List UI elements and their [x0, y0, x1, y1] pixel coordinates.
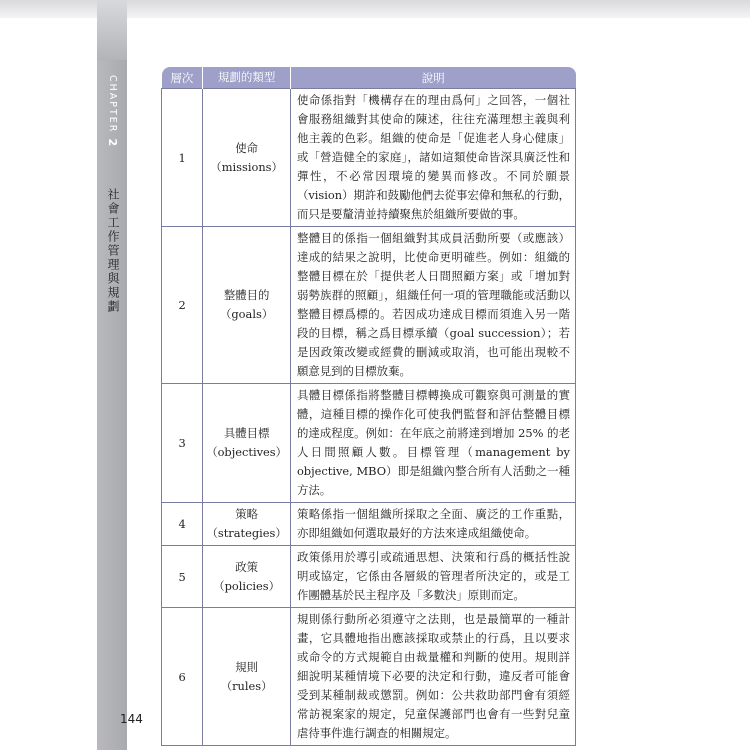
row-type [203, 503, 291, 546]
chapter-side-band-top [97, 0, 127, 60]
row-type-en: （policies） [213, 578, 281, 593]
table-row [162, 608, 576, 746]
table-row [162, 384, 576, 503]
row-type-zh: 策略 [235, 507, 258, 521]
row-level: 2 [162, 227, 203, 384]
table-row [162, 546, 576, 608]
row-level: 1 [162, 89, 203, 227]
row-type [203, 546, 291, 608]
table-header-row [162, 67, 576, 89]
row-description: 規則係行動所必須遵守之法則，也是最簡單的一種計畫，它具體地指出應該採取或禁止的行爲，且以要求或命令的方式規範自由裁量權和判斷的使用。規則詳細說明某種情境下必要的決定和行動，違反者可能會受到某種制裁或懲罰。例如：公共救助部門會有須經常訪視案家的規定，兒童保護部門也會有一些對兒童虐待事件進行調查的相關規定。 [290, 608, 575, 746]
row-type [203, 384, 291, 503]
page-number: 144 [120, 712, 143, 726]
row-type [203, 227, 291, 384]
header-type: 規劃的類型 [203, 67, 291, 89]
row-type-en: （rules） [220, 678, 273, 693]
row-type-en: （goals） [220, 307, 274, 321]
header-description: 說明 [290, 67, 575, 89]
row-level: 6 [162, 608, 203, 746]
chapter-number: 2 [106, 138, 119, 149]
table-row [162, 89, 576, 227]
row-type-zh: 整體目的 [223, 288, 270, 302]
row-type-en: （strategies） [206, 526, 287, 540]
chapter-label [99, 75, 125, 148]
row-type-zh: 規則 [235, 659, 258, 674]
row-level: 3 [162, 384, 203, 503]
row-level: 5 [162, 546, 203, 608]
row-description: 具體目標係指將整體目標轉換成可觀察與可測量的實體，這種目標的操作化可使我們監督和評估整體目標的達成程度。例如：在年底之前將達到增加 25% 的老人日間照顧人數。目標管理（management by objective, MBO）即是組織內整合所有人活動之一種方法。 [290, 384, 575, 503]
row-description: 策略係指一個組織所採取之全面、廣泛的工作重點，亦即組織如何選取最好的方法來達成組織使命。 [290, 503, 575, 546]
table-row [162, 227, 576, 384]
header-level: 層次 [162, 67, 203, 89]
chapter-label-text: CHAPTER [107, 75, 118, 134]
row-description: 整體目的係指一個組織對其成員活動所要（或應該）達成的結果之說明，比使命更明確些。例如：組織的整體目標在於「提供老人日間照顧方案」或「增加對弱勢族群的照顧」，組織任何一項的管理職能或活動以整體目標爲標的。若因成功達成目標而須進入另一階段的目標，稱之爲目標承續（goal succession）；若是因政策改變或經費的刪減或取消，也可能出現較不願意見到的目標放棄。 [290, 227, 575, 384]
table-row [162, 503, 576, 546]
planning-types-table [161, 67, 576, 746]
row-type-zh: 政策 [235, 559, 258, 574]
row-type-zh: 具體目標 [223, 426, 270, 440]
row-type-zh: 使命 [235, 140, 258, 155]
row-level: 4 [162, 503, 203, 546]
row-type-en: （missions） [210, 159, 283, 174]
row-description: 使命係指對「機構存在的理由爲何」之回答，一個社會服務組織對其使命的陳述，往往充滿理想主義與利他主義的色彩。組織的使命是「促進老人身心健康」或「營造健全的家庭」，諸如這類使命皆深具廣泛性和彈性，不必常因環境的變異而修改。不同於願景（vision）期許和鼓勵他們去從事宏偉和無私的行動，而只是要釐清並持續聚焦於組織所要做的事。 [290, 89, 575, 227]
row-description: 政策係用於導引或疏通思想、決策和行爲的概括性說明或協定，它係由各層級的管理者所決定的，或是工作團體基於民主程序及「多數決」原則而定。 [290, 546, 575, 608]
row-type [203, 608, 291, 746]
row-type-en: （objectives） [206, 445, 288, 459]
row-type [203, 89, 291, 227]
book-title: 社會工作管理與規劃 [106, 188, 120, 314]
